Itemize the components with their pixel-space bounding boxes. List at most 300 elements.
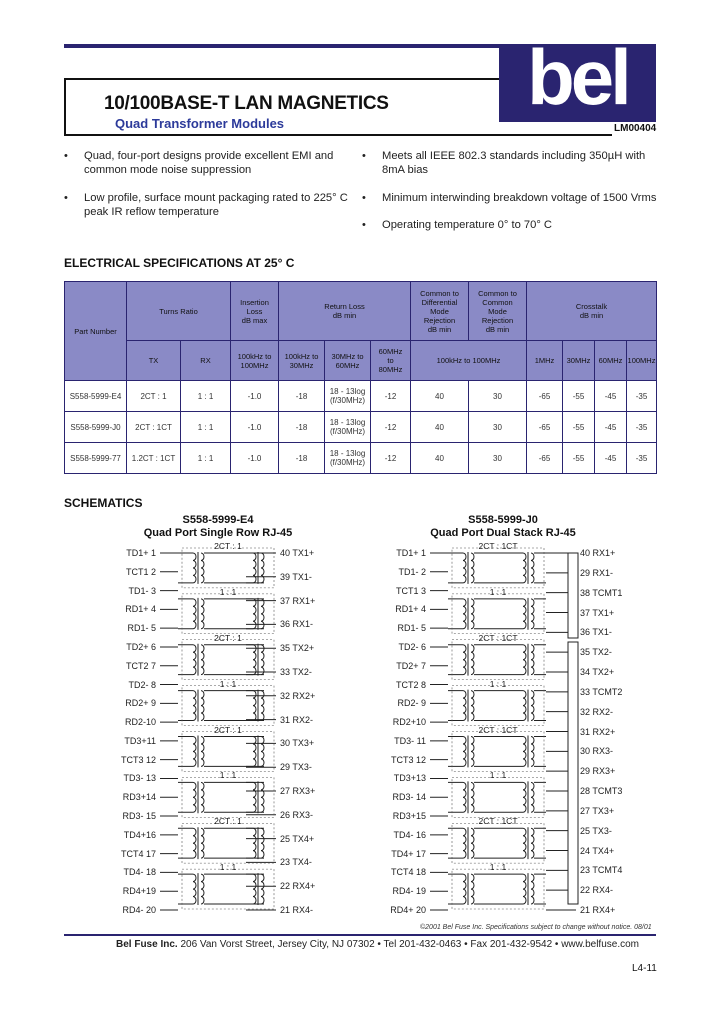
header-il-freq <box>231 341 279 381</box>
stage-boundary <box>182 823 274 863</box>
table-cell: 40 <box>411 381 469 412</box>
schematics-heading: SCHEMATICS <box>64 496 143 510</box>
winding-coil <box>463 599 466 629</box>
bel-logo <box>499 33 656 122</box>
left-pin-label: TD3+13 <box>393 773 426 784</box>
header-rx: RX <box>181 341 231 381</box>
turns-ratio-label: 2CT : 1CT <box>478 816 518 827</box>
right-pin-label: 35 TX2+ <box>280 643 315 654</box>
right-pin-label: 30 RX3- <box>580 746 614 757</box>
table-cell: -45 <box>595 412 627 443</box>
turns-ratio-label: 1 : 1 <box>219 586 237 597</box>
right-pin-label: 31 RX2- <box>280 714 314 725</box>
left-pin-label: TCT1 3 <box>395 585 426 596</box>
winding-coil <box>201 782 204 812</box>
left-pin-label: TD4- 18 <box>123 867 156 878</box>
header-line: to <box>387 356 394 365</box>
table-cell: -18 <box>279 412 325 443</box>
header-line: 100MHz <box>240 360 269 370</box>
table-row <box>65 412 657 443</box>
left-bullet <box>64 149 364 176</box>
winding-coil <box>253 645 256 675</box>
footer-contact <box>116 939 639 950</box>
table-cell: 40 <box>411 412 469 443</box>
right-pin-label: 33 TCMT2 <box>580 686 623 697</box>
stage-boundary <box>182 777 274 817</box>
winding-coil <box>523 874 526 904</box>
winding-coil <box>463 874 466 904</box>
left-pin-label: RD3+15 <box>392 811 426 822</box>
turns-ratio-label: 2CT : 1 <box>214 541 242 551</box>
table-cell: 1 : 1 <box>181 381 231 412</box>
bullet-text <box>84 149 333 177</box>
port-bar <box>568 553 578 638</box>
header-line: Insertion <box>240 297 269 307</box>
page-title: 10/100BASE-T LAN MAGNETICS <box>104 93 389 114</box>
bullet-text <box>382 191 656 205</box>
header-xt-100mhz: 100MHz <box>627 341 657 381</box>
winding-coil <box>463 828 466 858</box>
right-pin-label: 25 TX4+ <box>280 833 315 844</box>
table-cell: 1 : 1 <box>181 412 231 443</box>
winding-coil <box>193 782 196 812</box>
header-crosstalk <box>527 282 657 341</box>
header-xt-60mhz: 60MHz <box>595 341 627 381</box>
left-pin-label: TCT4 17 <box>120 848 156 859</box>
bullet-dot: • <box>362 219 366 231</box>
left-pin-label: TD4+ 17 <box>391 848 426 859</box>
right-pin-label: 24 TX4+ <box>580 845 615 856</box>
right-pin-label: 40 RX1+ <box>580 548 616 558</box>
table-cell <box>325 412 371 443</box>
table-cell <box>325 443 371 474</box>
right-pin-label: 22 RX4+ <box>280 881 316 892</box>
header-line: 60MHz <box>378 347 403 356</box>
right-pin-label: 28 TCMT3 <box>580 786 623 796</box>
winding-coil <box>253 828 256 858</box>
left-pin-label: TD2- 6 <box>398 641 426 652</box>
winding-coil <box>471 599 474 629</box>
cell-line: 18 - 13log <box>329 418 366 427</box>
table-cell: S558-5999-J0 <box>65 412 127 443</box>
winding-coil <box>531 828 534 858</box>
winding-coil <box>193 737 196 767</box>
header-line: dB min <box>485 324 510 334</box>
turns-ratio-label: 1 : 1 <box>219 678 237 689</box>
winding-coil <box>261 691 264 721</box>
winding-coil <box>201 553 204 583</box>
left-pin-label: TD1+ 1 <box>126 548 156 558</box>
page-subtitle: Quad Transformer Modules <box>115 116 285 131</box>
bullet-line: Operating temperature 0° to 70° C <box>382 219 553 231</box>
turns-ratio-label: 1 : 1 <box>489 862 507 873</box>
port-bar <box>568 642 578 904</box>
turns-ratio-label: 1 : 1 <box>219 770 237 781</box>
footer-company: Bel Fuse Inc. <box>116 939 178 950</box>
footer-address: 206 Van Vorst Street, Jersey City, NJ 07302 • Tel 201-432-0463 • Fax 201-432-9542 • www.belfuse.com <box>177 939 639 950</box>
left-pin-label: RD3+14 <box>122 792 156 803</box>
winding-coil <box>463 737 466 767</box>
table-cell: -18 <box>279 443 325 474</box>
winding-coil <box>201 828 204 858</box>
bullet-dot: • <box>64 150 68 162</box>
table-cell: 1 : 1 <box>181 443 231 474</box>
right-bullet <box>362 218 662 232</box>
right-pin-label: 23 TCMT4 <box>580 865 623 876</box>
right-pin-label: 31 RX2+ <box>580 726 616 737</box>
header-line: Common <box>482 297 513 307</box>
table-cell: 30 <box>469 412 527 443</box>
winding-coil <box>261 874 264 904</box>
left-pin-label: RD1- 5 <box>397 623 426 634</box>
winding-coil <box>471 691 474 721</box>
left-pin-label: TCT3 12 <box>390 754 426 765</box>
right-pin-label: 22 RX4- <box>580 885 614 896</box>
left-pin-label: TD3- 13 <box>123 773 156 784</box>
document-code: LM00404 <box>614 123 657 134</box>
winding-coil <box>531 553 534 583</box>
bullet-line: Low profile, surface mount packaging rated to 225° C <box>84 192 348 204</box>
winding-coil <box>471 874 474 904</box>
right-pin-label: 27 TX3+ <box>580 805 615 816</box>
left-pin-label: TCT3 12 <box>120 754 156 765</box>
header-line: 100kHz to <box>237 351 272 361</box>
left-pin-label: TD3- 11 <box>394 735 426 746</box>
table-cell: -12 <box>371 412 411 443</box>
left-pin-label: RD2+ 9 <box>125 698 156 709</box>
right-pin-label: 32 RX2+ <box>280 690 316 701</box>
header-line: 80MHz <box>378 365 403 374</box>
table-cell: 30 <box>469 443 527 474</box>
turns-ratio-label: 1 : 1 <box>489 770 507 781</box>
stage-boundary <box>182 640 274 680</box>
left-pin-label: RD3- 14 <box>392 792 426 803</box>
bullet-line: Minimum interwinding breakdown voltage of 1500 Vrms <box>382 192 657 204</box>
stage-boundary <box>182 732 274 772</box>
turns-ratio-label: 2CT : 1 <box>214 632 242 643</box>
winding-coil <box>261 599 264 629</box>
bullet-line: 8mA bias <box>382 164 429 176</box>
winding-coil <box>201 737 204 767</box>
right-bullet <box>362 149 662 176</box>
turns-ratio-label: 1 : 1 <box>489 678 507 689</box>
schematic-title-line: Quad Port Single Row RJ-45 <box>143 527 293 539</box>
turns-ratio-label: 1 : 1 <box>489 586 507 597</box>
winding-coil <box>463 782 466 812</box>
turns-ratio-label: 2CT : 1 <box>214 816 242 827</box>
header-line: Crosstalk <box>575 302 608 311</box>
left-pin-label: TCT2 7 <box>125 660 156 671</box>
header-part-number: Part Number <box>65 282 127 381</box>
header-line: 30MHz <box>289 360 314 370</box>
right-pin-label: 37 TX1+ <box>580 607 615 618</box>
table-cell: 40 <box>411 443 469 474</box>
header-line: dB min <box>332 311 357 320</box>
winding-coil <box>523 737 526 767</box>
left-pin-label: TD4- 16 <box>393 829 426 840</box>
table-cell: -55 <box>563 443 595 474</box>
stage-boundary <box>452 732 544 772</box>
left-pin-label: TD1- 2 <box>398 566 426 577</box>
right-pin-label: 38 TCMT1 <box>580 587 623 598</box>
winding-coil <box>253 691 256 721</box>
table-cell: -1.0 <box>231 381 279 412</box>
winding-coil <box>523 782 526 812</box>
header-line: Rejection <box>481 315 514 325</box>
right-pin-label: 21 RX4+ <box>580 905 616 915</box>
header-line: 60MHz <box>335 360 360 370</box>
bullet-line: peak IR reflow temperature <box>84 206 219 218</box>
stage-boundary <box>452 777 544 817</box>
table-cell: -45 <box>595 443 627 474</box>
bullet-dot: • <box>362 150 366 162</box>
winding-coil <box>523 553 526 583</box>
header-line: 100kHz to <box>284 351 319 361</box>
bullet-dot: • <box>64 192 68 204</box>
winding-coil <box>253 874 256 904</box>
cell-line: 18 - 13log <box>329 387 366 396</box>
table-cell: S558-5999-77 <box>65 443 127 474</box>
page-number: L4-11 <box>632 963 657 974</box>
left-pin-label: TD1- 3 <box>128 585 156 596</box>
winding-coil <box>261 645 264 675</box>
right-pin-label: 25 TX3- <box>580 825 612 836</box>
table-cell: -35 <box>627 412 657 443</box>
header-turns-ratio: Turns Ratio <box>127 282 231 341</box>
winding-coil <box>261 782 264 812</box>
winding-coil <box>531 782 534 812</box>
winding-coil <box>471 553 474 583</box>
right-pin-label: 34 TX2+ <box>580 667 615 677</box>
winding-coil <box>201 874 204 904</box>
header-insertion-loss <box>231 282 279 341</box>
cell-line: (f/30MHz) <box>329 458 366 467</box>
header-line: dB min <box>579 311 604 320</box>
bullet-line: common mode noise suppression <box>84 164 252 176</box>
winding-coil <box>471 828 474 858</box>
turns-ratio-label: 2CT : 1CT <box>478 632 518 643</box>
header-line: 30MHz to <box>331 351 364 361</box>
left-pin-label: TD3+11 <box>124 735 156 746</box>
header-line: dB min <box>427 324 452 334</box>
table-cell: -1.0 <box>231 443 279 474</box>
header-tx: TX <box>127 341 181 381</box>
winding-coil <box>253 599 256 629</box>
stage-boundary <box>182 686 274 726</box>
header-cm-cm-rejection <box>469 282 527 341</box>
bullet-text <box>382 218 552 232</box>
right-pin-label: 27 RX3+ <box>280 786 316 796</box>
table-cell: -55 <box>563 381 595 412</box>
left-pin-label: RD2- 9 <box>397 698 426 709</box>
turns-ratio-label: 2CT : 1CT <box>478 724 518 735</box>
header-cm-dm-rejection <box>411 282 469 341</box>
right-bullet <box>362 191 662 205</box>
right-pin-label: 32 RX2- <box>580 706 614 717</box>
table-cell: 2CT : 1 <box>127 381 181 412</box>
right-pin-label: 30 TX3+ <box>280 738 315 749</box>
winding-coil <box>253 553 256 583</box>
left-pin-label: RD4+19 <box>122 886 156 897</box>
winding-coil <box>193 828 196 858</box>
table-cell: 1.2CT : 1CT <box>127 443 181 474</box>
winding-coil <box>471 737 474 767</box>
left-pin-label: TD2+ 7 <box>396 660 426 671</box>
table-row <box>65 443 657 474</box>
header-line: Return Loss <box>324 302 365 311</box>
header-line: Common to <box>420 288 459 298</box>
winding-coil <box>261 737 264 767</box>
winding-coil <box>261 828 264 858</box>
bullet-dot: • <box>362 192 366 204</box>
bullet-line: Meets all IEEE 802.3 standards including 350µH with <box>382 150 646 162</box>
bullet-line: Quad, four-port designs provide excellent EMI and <box>84 150 334 162</box>
table-cell: -12 <box>371 381 411 412</box>
table-row <box>65 381 657 412</box>
header-line: Rejection <box>423 315 456 325</box>
header-line: Common to <box>478 288 517 298</box>
winding-coil <box>531 737 534 767</box>
table-cell: -12 <box>371 443 411 474</box>
winding-coil <box>531 874 534 904</box>
left-pin-label: RD4- 20 <box>122 905 156 915</box>
winding-coil <box>193 553 196 583</box>
left-pin-label: TCT2 8 <box>395 679 426 690</box>
right-pin-label: 29 RX3+ <box>580 766 616 777</box>
stage-boundary <box>452 594 544 634</box>
spec-heading: ELECTRICAL SPECIFICATIONS AT 25° C <box>64 256 295 270</box>
right-pin-label: 26 RX3- <box>280 809 314 820</box>
winding-coil <box>201 599 204 629</box>
header-rl-freq2 <box>325 341 371 381</box>
winding-coil <box>201 691 204 721</box>
winding-coil <box>193 691 196 721</box>
header-line: dB max <box>241 315 268 325</box>
winding-coil <box>253 782 256 812</box>
right-pin-label: 37 RX1+ <box>280 595 316 606</box>
stage-boundary <box>452 823 544 863</box>
right-pin-label: 39 TX1- <box>280 571 312 582</box>
left-pin-label: RD4+ 20 <box>390 905 426 915</box>
table-cell: -18 <box>279 381 325 412</box>
cell-line: (f/30MHz) <box>329 396 366 405</box>
winding-coil <box>261 553 264 583</box>
right-pin-label: 33 TX2- <box>280 667 312 677</box>
right-pin-label: 35 TX2- <box>580 647 612 658</box>
cell-line: (f/30MHz) <box>329 427 366 436</box>
header-xt-1mhz: 1MHz <box>527 341 563 381</box>
spec-table <box>64 281 657 474</box>
table-cell: -35 <box>627 443 657 474</box>
winding-coil <box>531 691 534 721</box>
stage-boundary <box>182 548 274 588</box>
winding-coil <box>193 599 196 629</box>
left-pin-label: TD4+16 <box>123 829 156 840</box>
winding-coil <box>193 874 196 904</box>
header-line: Loss <box>246 306 263 316</box>
logo-text: bel <box>527 33 628 121</box>
winding-coil <box>471 782 474 812</box>
right-pin-label: 36 TX1- <box>580 627 612 638</box>
left-pin-label: TCT4 18 <box>390 867 426 878</box>
spec-table-body <box>65 381 657 474</box>
right-pin-label: 29 TX3- <box>280 762 312 773</box>
turns-ratio-label: 1 : 1 <box>219 862 237 873</box>
left-pin-label: RD4- 19 <box>392 886 426 897</box>
left-bullet <box>64 191 364 218</box>
table-cell: -35 <box>627 381 657 412</box>
left-pin-label: TCT1 2 <box>125 566 156 577</box>
left-pin-label: TD1+ 1 <box>396 548 426 558</box>
winding-coil <box>201 645 204 675</box>
table-cell <box>325 381 371 412</box>
bullet-text <box>84 191 348 219</box>
left-pin-label: RD2+10 <box>392 717 426 728</box>
cell-line: 18 - 13log <box>329 449 366 458</box>
header-rl-freq3 <box>371 341 411 381</box>
turns-ratio-label: 2CT : 1 <box>214 724 242 735</box>
right-pin-label: 40 TX1+ <box>280 548 315 558</box>
right-pin-label: 21 RX4- <box>280 905 314 915</box>
winding-coil <box>463 553 466 583</box>
left-pin-label: RD1+ 4 <box>125 604 156 615</box>
header-return-loss <box>279 282 411 341</box>
table-cell: -65 <box>527 443 563 474</box>
winding-coil <box>523 691 526 721</box>
stage-boundary <box>452 686 544 726</box>
header-line: Differential <box>421 297 458 307</box>
winding-coil <box>531 599 534 629</box>
winding-coil <box>471 645 474 675</box>
turns-ratio-label: 2CT : 1CT <box>478 541 518 551</box>
right-pin-label: 29 RX1- <box>580 567 614 578</box>
left-pin-label: RD2-10 <box>124 717 156 728</box>
stage-boundary <box>452 548 544 588</box>
winding-coil <box>523 599 526 629</box>
left-pin-label: RD3- 15 <box>122 811 156 822</box>
left-pin-label: TD2- 8 <box>128 679 156 690</box>
header-rejection-freq: 100kHz to 100MHz <box>411 341 527 381</box>
left-pin-label: RD1- 5 <box>127 623 156 634</box>
schematic-title-line: Quad Port Dual Stack RJ-45 <box>430 527 576 539</box>
winding-coil <box>463 691 466 721</box>
table-cell: -55 <box>563 412 595 443</box>
left-pin-label: RD1+ 4 <box>395 604 426 615</box>
table-cell: -65 <box>527 412 563 443</box>
schematic-title-line: S558-5999-E4 <box>182 514 254 526</box>
stage-boundary <box>452 869 544 909</box>
header-line: Mode <box>488 306 507 316</box>
stage-boundary <box>182 869 274 909</box>
left-pin-label: TD2+ 6 <box>126 641 156 652</box>
copyright-notice: ©2001 Bel Fuse Inc. Specifications subject to change without notice. 08/01 <box>420 924 652 931</box>
header-rl-freq1 <box>279 341 325 381</box>
right-pin-label: 36 RX1- <box>280 619 314 630</box>
table-cell: -1.0 <box>231 412 279 443</box>
winding-coil <box>523 828 526 858</box>
winding-coil <box>193 645 196 675</box>
footer-rule <box>64 934 656 936</box>
header-xt-30mhz: 30MHz <box>563 341 595 381</box>
table-cell: -45 <box>595 381 627 412</box>
winding-coil <box>463 645 466 675</box>
right-pin-label: 23 TX4- <box>280 857 312 868</box>
table-cell: -65 <box>527 381 563 412</box>
stage-boundary <box>182 594 274 634</box>
table-cell: 2CT : 1CT <box>127 412 181 443</box>
winding-coil <box>523 645 526 675</box>
winding-coil <box>531 645 534 675</box>
